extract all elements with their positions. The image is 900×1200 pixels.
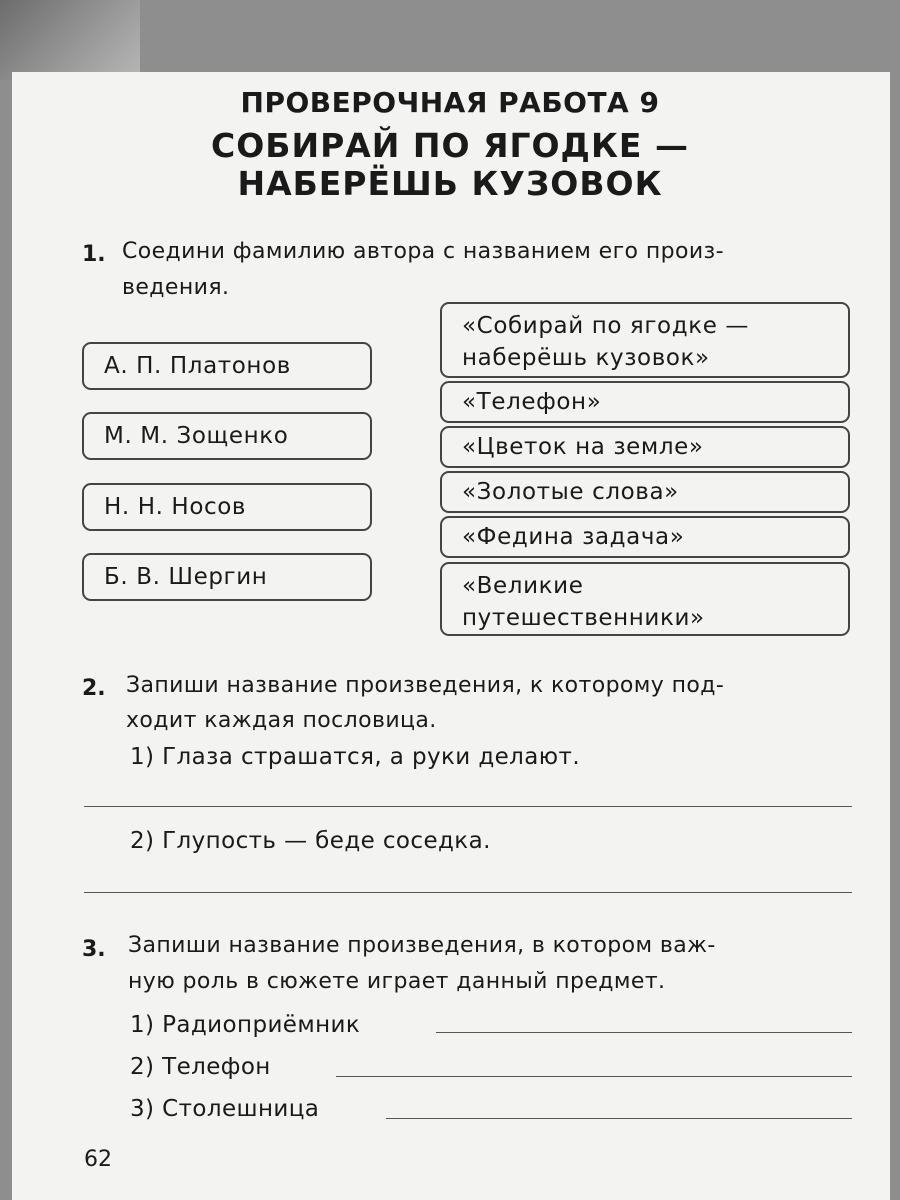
object-item-1: 1) Радиоприёмник — [130, 1012, 361, 1038]
answer-line[interactable] — [84, 806, 852, 807]
answer-line[interactable] — [436, 1032, 852, 1033]
answer-line[interactable] — [84, 892, 852, 893]
task3-text-line1: Запиши название произведения, в котором важ- — [128, 933, 716, 958]
answer-line[interactable] — [386, 1118, 852, 1119]
author-box-platonov[interactable]: А. П. Платонов — [82, 342, 372, 390]
task1-text-line1: Соедини фамилию автора с названием его произ- — [122, 239, 724, 264]
work-label: ПРОВЕРОЧНАЯ РАБОТА 9 — [240, 86, 660, 119]
proverb-1: 1) Глаза страшатся, а руки делают. — [130, 744, 581, 770]
work-box-fedina-zadacha[interactable]: «Федина задача» — [440, 516, 850, 558]
author-box-shergin[interactable]: Б. В. Шергин — [82, 553, 372, 601]
work-title-line: путешественники» — [462, 605, 705, 631]
answer-line[interactable] — [336, 1076, 852, 1077]
task3-number: 3. — [82, 937, 106, 962]
work-box-velikie[interactable] — [440, 562, 850, 636]
work-title-line: «Великие — [462, 573, 584, 599]
object-item-2: 2) Телефон — [130, 1054, 271, 1080]
task1-text-line2: ведения. — [122, 275, 230, 300]
task2-text-line1: Запиши название произведения, к которому под- — [126, 673, 725, 698]
task2-text-line2: ходит каждая пословица. — [126, 708, 437, 733]
scan-shadow — [0, 0, 140, 80]
task3-text-line2: ную роль в сюжете играет данный предмет. — [128, 969, 666, 994]
work-box-zolotye-slova[interactable]: «Золотые слова» — [440, 471, 850, 513]
work-box-sobiray[interactable] — [440, 302, 850, 378]
proverb-2: 2) Глупость — беде соседка. — [130, 828, 491, 854]
object-item-3: 3) Столешница — [130, 1096, 320, 1122]
page-title-line1: СОБИРАЙ ПО ЯГОДКЕ — — [211, 126, 689, 165]
task1-number: 1. — [82, 242, 106, 267]
page-number: 62 — [84, 1147, 112, 1172]
author-box-nosov[interactable]: Н. Н. Носов — [82, 483, 372, 531]
page-title-line2: НАБЕРЁШЬ КУЗОВОК — [237, 164, 663, 203]
work-box-telefon[interactable]: «Телефон» — [440, 381, 850, 423]
work-title-line: «Собирай по ягодке — — [462, 313, 749, 339]
task2-number: 2. — [82, 676, 106, 701]
work-title-line: наберёшь кузовок» — [462, 345, 710, 371]
author-box-zoshchenko[interactable]: М. М. Зощенко — [82, 412, 372, 460]
work-box-tsvetok[interactable]: «Цветок на земле» — [440, 426, 850, 468]
